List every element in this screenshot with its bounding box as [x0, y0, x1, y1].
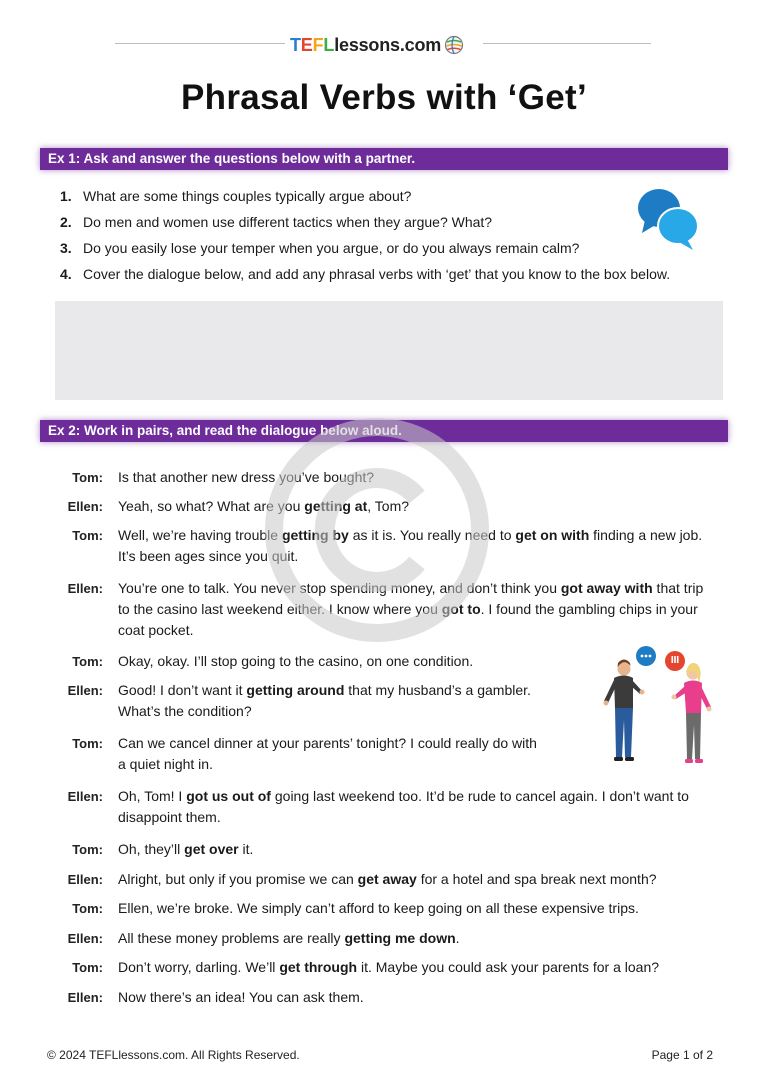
text-segment: What’s the condition?: [118, 703, 252, 719]
speaker-label: Tom:: [72, 654, 103, 669]
speaker-label: Tom:: [72, 842, 103, 857]
globe-icon: [444, 35, 464, 55]
speaker-label: Tom:: [72, 960, 103, 975]
question-number: 2.: [60, 214, 72, 230]
question-text: Do you easily lose your temper when you argue, or do you always remain calm?: [83, 240, 580, 256]
line-text: [118, 651, 473, 672]
phrasal-verb: got to: [441, 601, 481, 617]
logo-letter-f: F: [312, 34, 324, 55]
question-item: [60, 264, 740, 290]
question-text: Do men and women use different tactics when they argue? What?: [83, 214, 493, 230]
text-segment: Can we cancel dinner at your parents’ tonight? I could really do with: [118, 735, 537, 751]
line-text: [118, 496, 409, 517]
text-segment: Is that another new dress you’ve bought?: [118, 469, 375, 485]
line-text: [118, 957, 659, 978]
logo-letter-t: T: [290, 34, 301, 55]
text-segment: that my husband’s a gambler.: [344, 682, 531, 698]
arguing-couple-illustration: [595, 645, 723, 769]
line-text: [118, 733, 537, 775]
speaker-label: Tom:: [72, 470, 103, 485]
logo-letter-e: E: [300, 34, 313, 55]
page-title: Phrasal Verbs with ‘Get’: [181, 78, 587, 117]
question-number: 4.: [60, 266, 72, 282]
phrasal-verb: getting me down: [344, 930, 456, 946]
phrasal-verb: getting at: [304, 498, 368, 514]
phrasal-verb: got us out of: [186, 788, 271, 804]
speaker-label: Ellen:: [67, 499, 103, 514]
ex2-heading: Ex 2: Work in pairs, and read the dialogue below aloud.: [40, 420, 728, 442]
phrasal-verb: get on with: [515, 527, 590, 543]
logo-text: lessons.com: [334, 34, 442, 55]
text-segment: that trip: [652, 580, 704, 596]
text-segment: disappoint them.: [118, 809, 221, 825]
text-segment: , Tom?: [367, 498, 410, 514]
speech-bubbles-icon: [635, 186, 701, 252]
text-segment: for a hotel and spa break next month?: [416, 871, 657, 887]
text-segment: finding a new job.: [589, 527, 703, 543]
text-segment: All these money problems are really: [118, 930, 345, 946]
speaker-label: Ellen:: [67, 931, 103, 946]
line-text: [118, 898, 639, 919]
header-rule-right: [483, 43, 651, 44]
text-segment: going last weekend too. It’d be rude to cancel again. I don’t want to: [270, 788, 689, 804]
line-text: [118, 680, 531, 722]
text-segment: Alright, but only if you promise we can: [118, 871, 358, 887]
line-text: [118, 578, 703, 641]
line-text: [118, 839, 253, 860]
header-rule-left: [115, 43, 285, 44]
speaker-label: Ellen:: [67, 872, 103, 887]
footer-copyright: © 2024 TEFLlessons.com. All Rights Reserved.: [47, 1048, 300, 1062]
speaker-label: Ellen:: [67, 683, 103, 698]
line-text: [118, 525, 702, 567]
text-segment: It’s been ages since you quit.: [118, 548, 299, 564]
question-number: 3.: [60, 240, 72, 256]
logo-letter-l: L: [323, 34, 335, 55]
phrasal-verb: got away with: [560, 580, 653, 596]
text-segment: it. Maybe you could ask your parents for a loan?: [357, 959, 660, 975]
text-segment: to the casino last weekend either. I know where you: [118, 601, 442, 617]
text-segment: Oh, Tom! I: [118, 788, 187, 804]
tefl-logo[interactable]: [290, 33, 464, 57]
text-segment: Ellen, we’re broke. We simply can’t afford to keep going on all these expensive trips.: [118, 900, 639, 916]
question-text: Cover the dialogue below, and add any phrasal verbs with ‘get’ that you know to the box below.: [83, 266, 671, 282]
text-segment: Well, we’re having trouble: [118, 527, 282, 543]
ex1-heading: Ex 1: Ask and answer the questions below with a partner.: [40, 148, 728, 170]
text-segment: Good! I don’t want it: [118, 682, 247, 698]
speaker-label: Ellen:: [67, 990, 103, 1005]
line-text: [118, 786, 689, 828]
text-segment: .: [455, 930, 460, 946]
phrasal-verb: getting around: [246, 682, 345, 698]
text-segment: You’re one to talk. You never stop spending money, and don’t think you: [118, 580, 561, 596]
speaker-label: Ellen:: [67, 581, 103, 596]
line-text: [118, 987, 364, 1008]
text-segment: Don’t worry, darling. We’ll: [118, 959, 280, 975]
text-segment: a quiet night in.: [118, 756, 213, 772]
line-text: [118, 467, 374, 488]
text-segment: coat pocket.: [118, 622, 194, 638]
line-text: [118, 869, 657, 890]
speaker-label: Tom:: [72, 528, 103, 543]
phrasal-verb: get away: [357, 871, 417, 887]
text-segment: Now there’s an idea! You can ask them.: [118, 989, 364, 1005]
question-text: What are some things couples typically argue about?: [83, 188, 412, 204]
speaker-label: Tom:: [72, 736, 103, 751]
question-number: 1.: [60, 188, 72, 204]
line-text: [118, 928, 460, 949]
phrasal-verb: getting by: [281, 527, 349, 543]
text-segment: as it is. You really need to: [348, 527, 516, 543]
text-segment: Yeah, so what? What are you: [118, 498, 305, 514]
text-segment: Okay, okay. I’ll stop going to the casino, on one condition.: [118, 653, 474, 669]
phrasal-verb: get through: [279, 959, 358, 975]
answer-box[interactable]: [55, 301, 723, 400]
text-segment: Oh, they’ll: [118, 841, 185, 857]
speaker-label: Tom:: [72, 901, 103, 916]
phrasal-verb: get over: [184, 841, 239, 857]
page-number: Page 1 of 2: [651, 1048, 713, 1062]
speaker-label: Ellen:: [67, 789, 103, 804]
text-segment: it.: [238, 841, 254, 857]
text-segment: . I found the gambling chips in your: [480, 601, 698, 617]
